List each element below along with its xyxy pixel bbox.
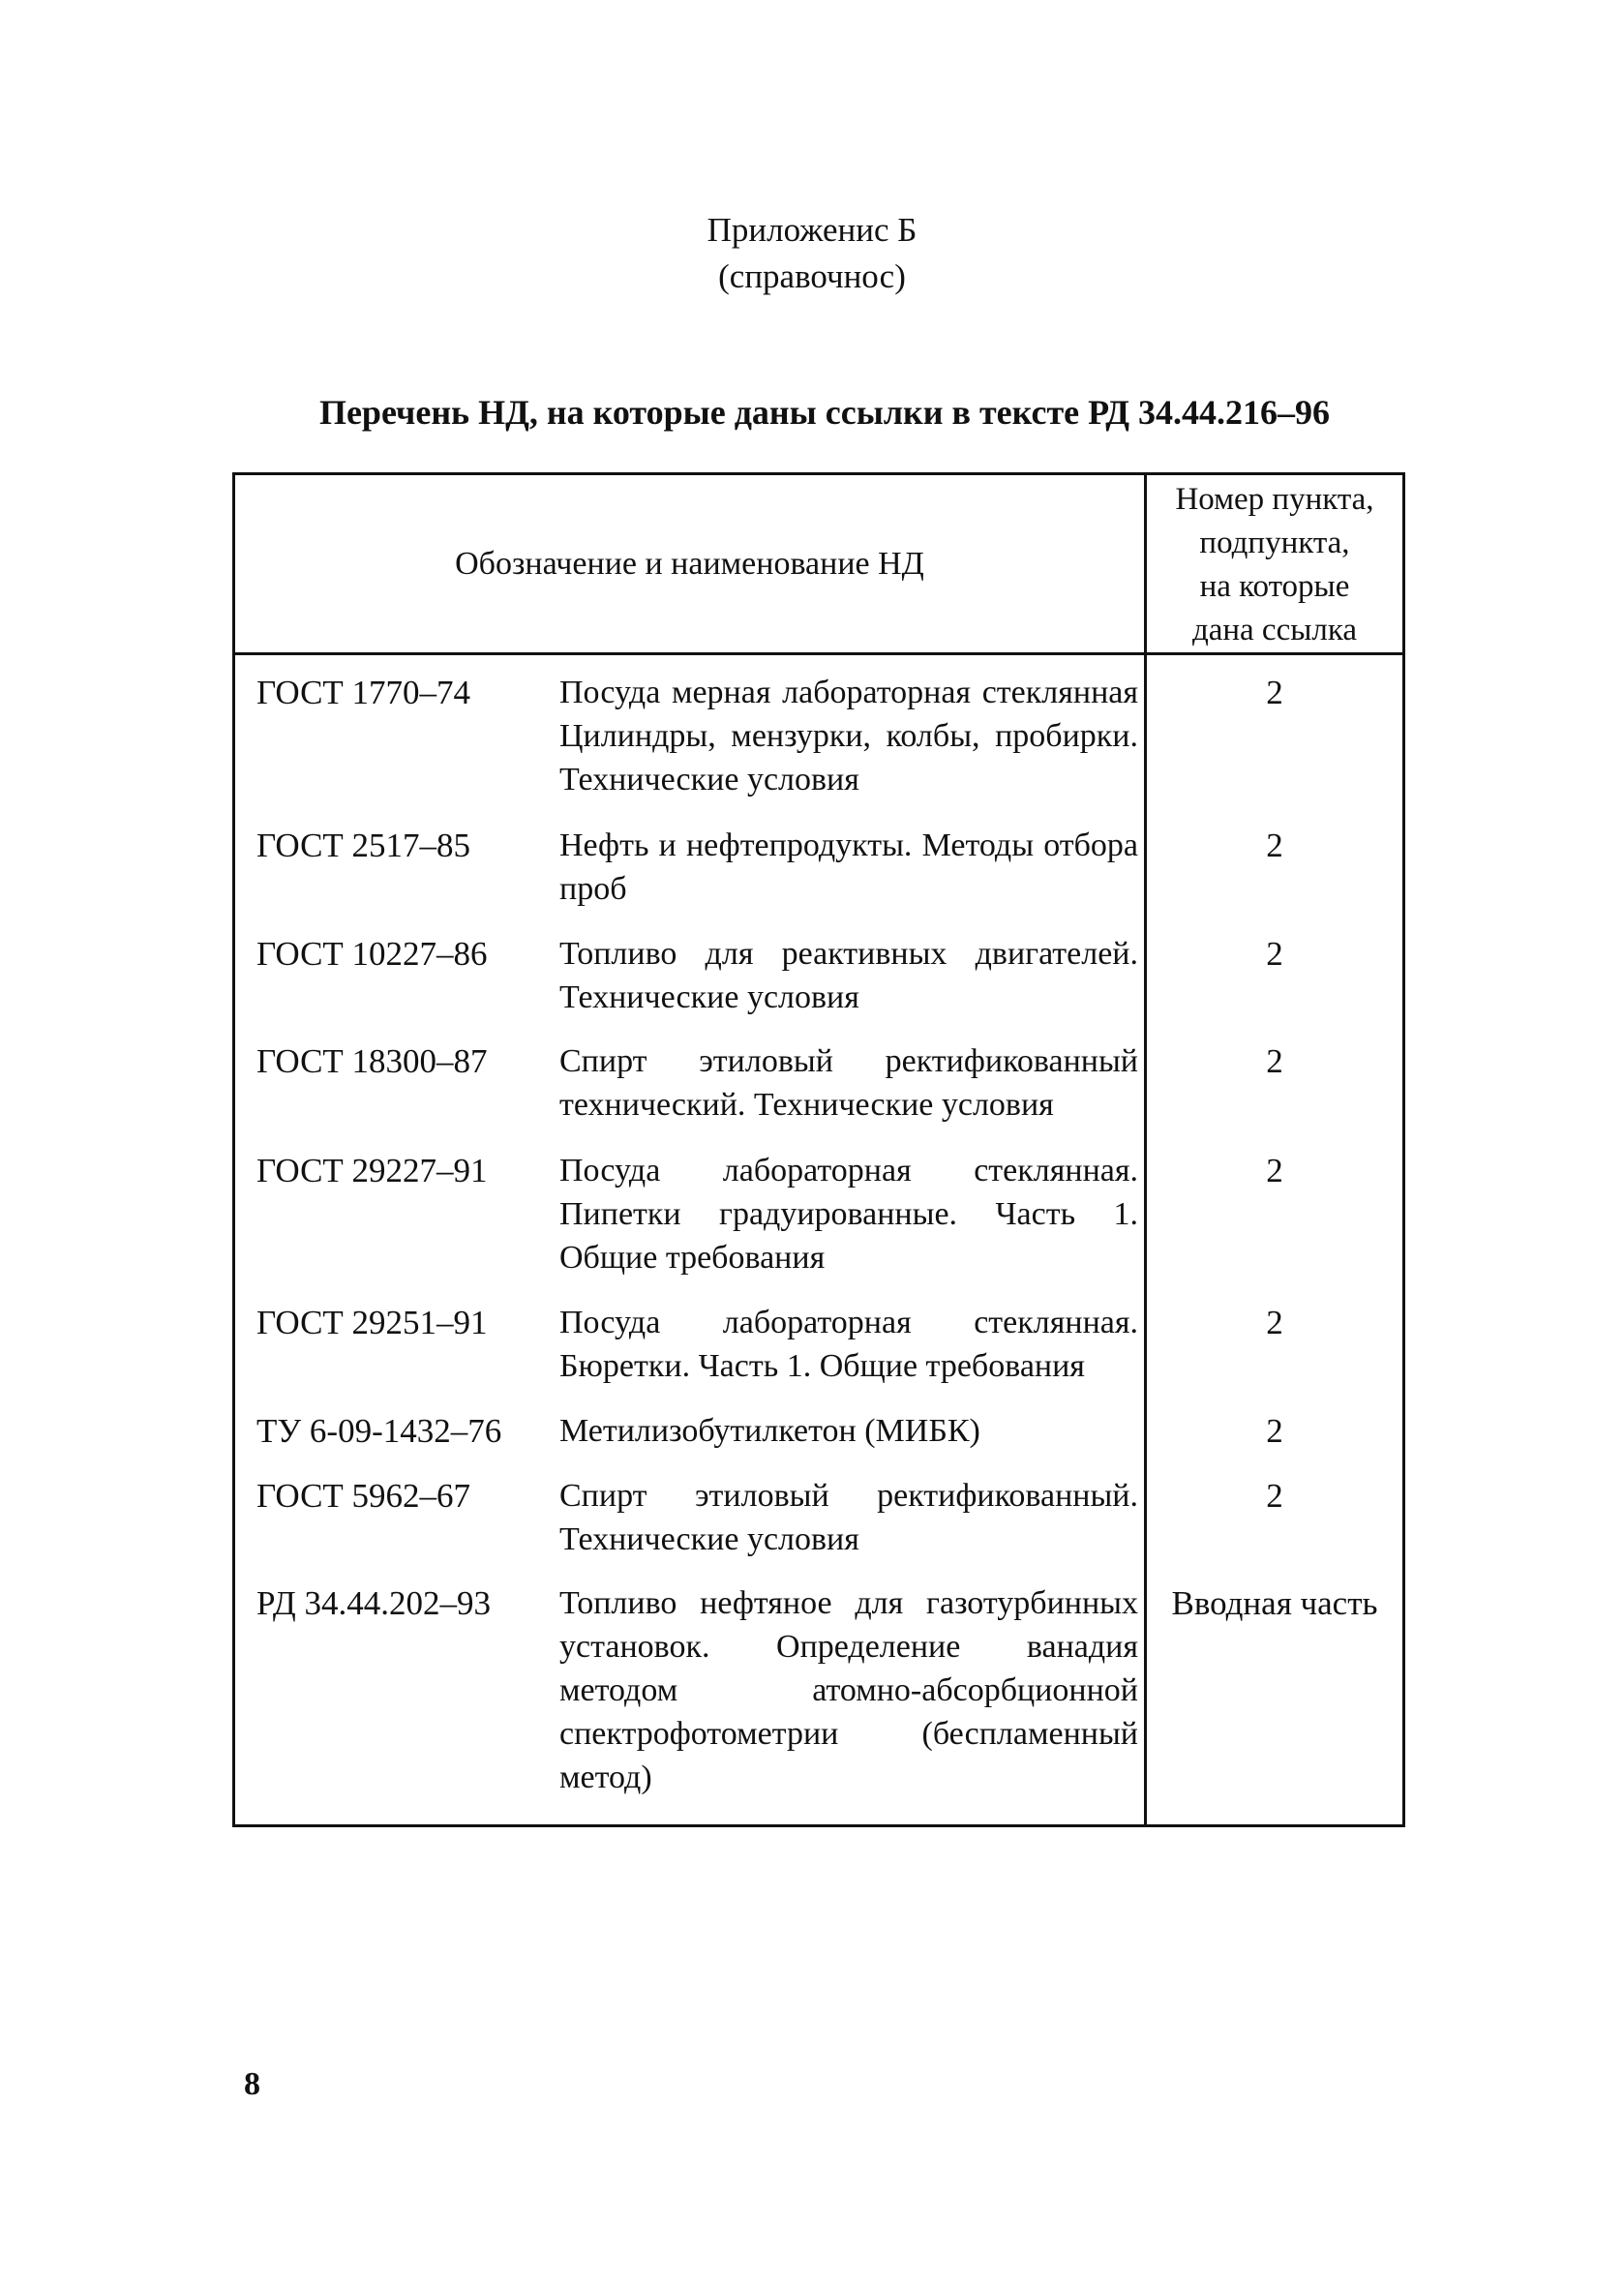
appendix-title: Приложенис Б: [707, 211, 917, 249]
row-code: ГОСТ 1770–74: [256, 674, 471, 711]
row-ref: 2: [1266, 1304, 1283, 1341]
row-title: Топливо нефтяное для газотурбинных установок. Определение ванадия методом атомно-абсорбционной спектрофотометрии (беспламенный метод): [559, 1585, 1138, 1795]
header-divider: [232, 652, 1405, 655]
row-title: Спирт этиловый ректификованный. Технические условия: [559, 1478, 1138, 1557]
header-ref-line: подпункта,: [1199, 526, 1350, 560]
row-title: Метилизобутилкетон (МИБК): [559, 1413, 980, 1449]
row-code: РД 34.44.202–93: [256, 1584, 491, 1622]
row-title: Посуда лабораторная стеклянная. Пипетки градуированные. Часть 1. Общие требования: [559, 1153, 1138, 1276]
row-title: Посуда лабораторная стеклянная. Бюретки. Часть 1. Общие требования: [559, 1305, 1138, 1384]
header-name-label: Обозначение и наименование НД: [455, 545, 924, 582]
header-ref-line: Номер пункта,: [1175, 482, 1374, 517]
row-title: Посуда мерная лабораторная стеклянная Цилиндры, мензурки, колбы, пробирки. Технические условия: [559, 675, 1138, 797]
row-title: Спирт этиловый ректификованный технический. Технические условия: [559, 1043, 1138, 1123]
header-ref-line: на которые: [1199, 569, 1350, 604]
header-ref-column: [1147, 478, 1402, 652]
header-name-column: [235, 475, 1144, 652]
row-code: ГОСТ 10227–86: [256, 935, 488, 973]
row-ref: 2: [1266, 935, 1283, 973]
row-ref: 2: [1266, 674, 1283, 711]
row-title: Топливо для реактивных двигателей. Технические условия: [559, 936, 1138, 1015]
row-code: ГОСТ 18300–87: [256, 1042, 488, 1080]
row-code: ТУ 6-09-1432–76: [256, 1412, 502, 1450]
row-ref: Вводная часть: [1171, 1584, 1378, 1622]
page-number: 8: [244, 2066, 260, 2102]
row-title: Нефть и нефтепродукты. Методы отбора проб: [559, 827, 1138, 907]
row-code: ГОСТ 29251–91: [256, 1304, 488, 1341]
row-ref: 2: [1266, 1477, 1283, 1515]
document-heading: Перечень НД, на которые даны ссылки в тексте РД 34.44.216–96: [318, 393, 1331, 432]
row-ref: 2: [1266, 1152, 1283, 1189]
row-ref: 2: [1266, 1412, 1283, 1450]
row-code: ГОСТ 29227–91: [256, 1152, 488, 1189]
row-code: ГОСТ 2517–85: [256, 827, 471, 864]
appendix-subtitle: (справочнос): [718, 257, 906, 295]
header-ref-line: дана ссылка: [1191, 613, 1358, 647]
row-ref: 2: [1266, 1042, 1283, 1080]
row-ref: 2: [1266, 827, 1283, 864]
row-code: ГОСТ 5962–67: [256, 1477, 471, 1515]
